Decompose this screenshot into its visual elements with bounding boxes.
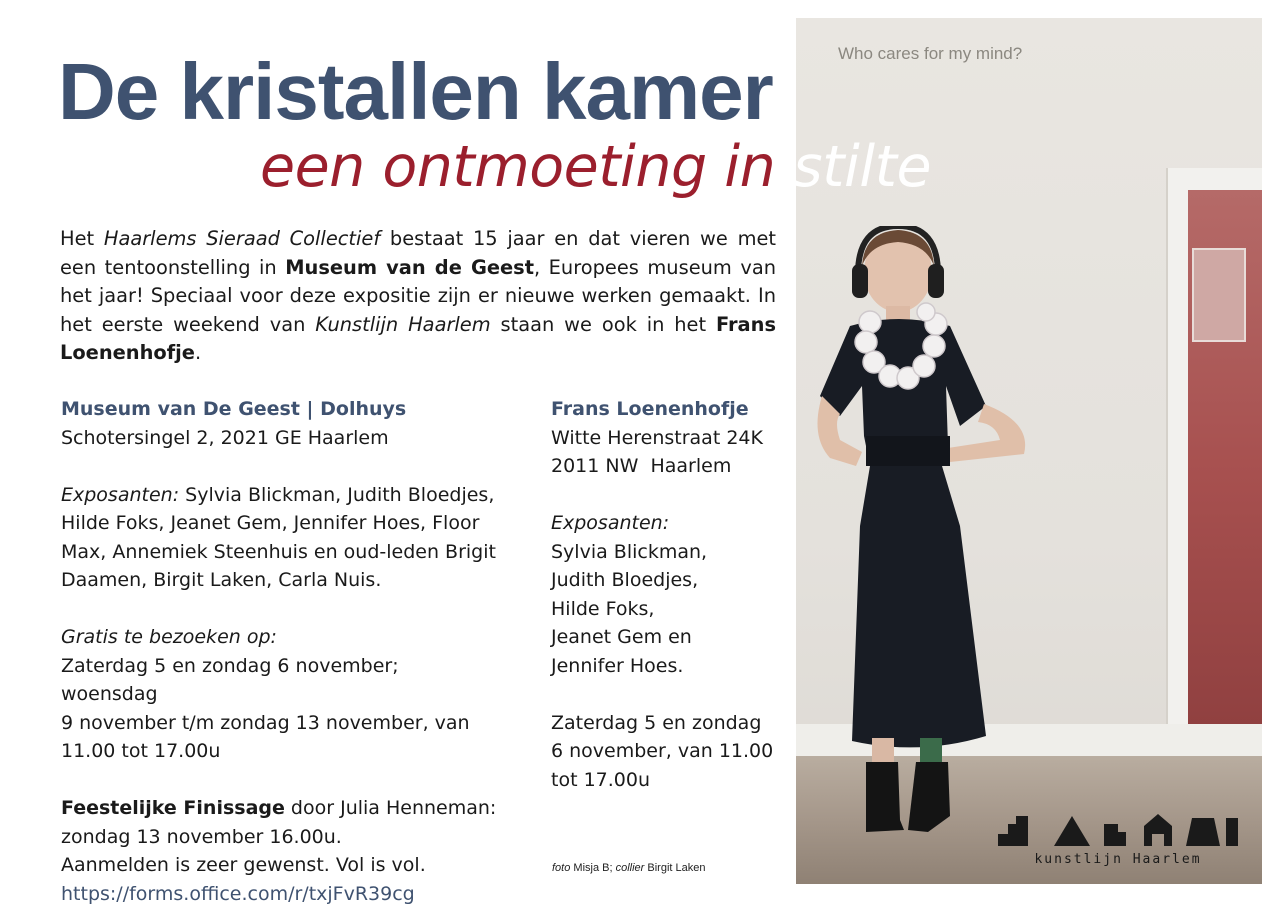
kunstlijn-logo-icon <box>994 812 1242 850</box>
subtitle-white: stilte <box>792 134 932 200</box>
venue-name: Museum van De Geest | Dolhuys <box>61 398 407 420</box>
exhibitor: Hilde Foks, <box>551 597 655 620</box>
dates-line: 6 november, van 11.00 <box>551 740 774 762</box>
intro-text: Het <box>60 227 104 250</box>
finissage <box>61 794 501 823</box>
exhibitors-label: Exposanten: <box>61 483 180 506</box>
exhibitor: Sylvia Blickman, <box>551 540 708 563</box>
credit-label: collier <box>615 862 645 874</box>
registration-note: Aanmelden is zeer gewenst. Vol is vol. <box>61 854 426 876</box>
intro-museum-name: Museum van de Geest <box>285 255 534 279</box>
woman-figure <box>800 226 1060 846</box>
finissage-date: zondag 13 november 16.00u. <box>61 825 342 848</box>
venue-museum <box>61 395 501 908</box>
photo-caption: Who cares for my mind? <box>838 44 1023 63</box>
venue-name: Frans Loenenhofje <box>551 398 749 420</box>
exhibitors-label: Exposanten: <box>551 512 670 534</box>
intro-text: . <box>194 341 202 364</box>
exhibitors <box>61 481 501 595</box>
credit-name: Misja B; <box>570 862 616 874</box>
photo-credit <box>552 862 705 874</box>
intro-text: bestaat 15 jaar en dat vieren we met een tentoonstelling in <box>60 227 777 279</box>
intro-text: staan we ook in het <box>490 312 716 336</box>
free-visit-label: Gratis te bezoeken op: <box>61 626 277 648</box>
venue-address: 2011 NW Haarlem <box>551 455 732 477</box>
subtitle-red: een ontmoeting in <box>260 134 776 200</box>
dates-line: 9 november t/m zondag 13 november, van <box>61 711 470 734</box>
exhibitor: Judith Bloedjes, <box>551 569 699 591</box>
page-subtitle <box>260 136 931 199</box>
exhibitor: Jennifer Hoes. <box>551 654 684 677</box>
venue-address: Witte Herenstraat 24K <box>551 426 763 449</box>
credit-label: foto <box>552 862 571 874</box>
intro-paragraph <box>60 225 776 368</box>
dates-line: Zaterdag 5 en zondag <box>551 711 762 734</box>
finissage-host: door Julia Henneman: <box>284 797 497 819</box>
dates-line: Zaterdag 5 en zondag 6 november; woensdag <box>61 654 399 705</box>
registration-link[interactable]: https://forms.office.com/r/txjFvR39cg <box>61 882 415 905</box>
doorway-window <box>1192 248 1246 342</box>
credit-name: Birgit Laken <box>644 862 706 874</box>
intro-hofje-name: Frans Loenenhofje <box>60 312 776 364</box>
kunstlijn-logo <box>994 812 1244 872</box>
exhibitors-list: Sylvia Blickman, Judith Bloedjes, Hilde Foks, Jeanet Gem, Jennifer Hoes, Floor Max, Annemiek Steenhuis en oud-leden Brigit Daamen, Birgit Laken, Carla Nuis. <box>61 483 496 591</box>
venue-address: Schotersingel 2, 2021 GE Haarlem <box>61 426 389 449</box>
intro-text: , Europees museum van het jaar! Speciaal voor deze expositie zijn er nieuwe werken gemaakt. In het eerste weekend van <box>60 255 776 336</box>
page-title: De kristallen kamer <box>58 47 773 136</box>
finissage-title: Feestelijke Finissage <box>61 797 285 819</box>
logo-text: kunstlijn Haarlem <box>1034 852 1202 867</box>
intro-collective-name: Haarlems Sieraad Collectief <box>103 227 381 250</box>
dates-line: 11.00 tot 17.00u <box>61 740 221 762</box>
dates-line: tot 17.00u <box>551 768 650 791</box>
venue-hofje <box>551 395 781 794</box>
intro-kunstlijn-name: Kunstlijn Haarlem <box>315 312 491 336</box>
exhibitor: Jeanet Gem en <box>551 626 692 648</box>
